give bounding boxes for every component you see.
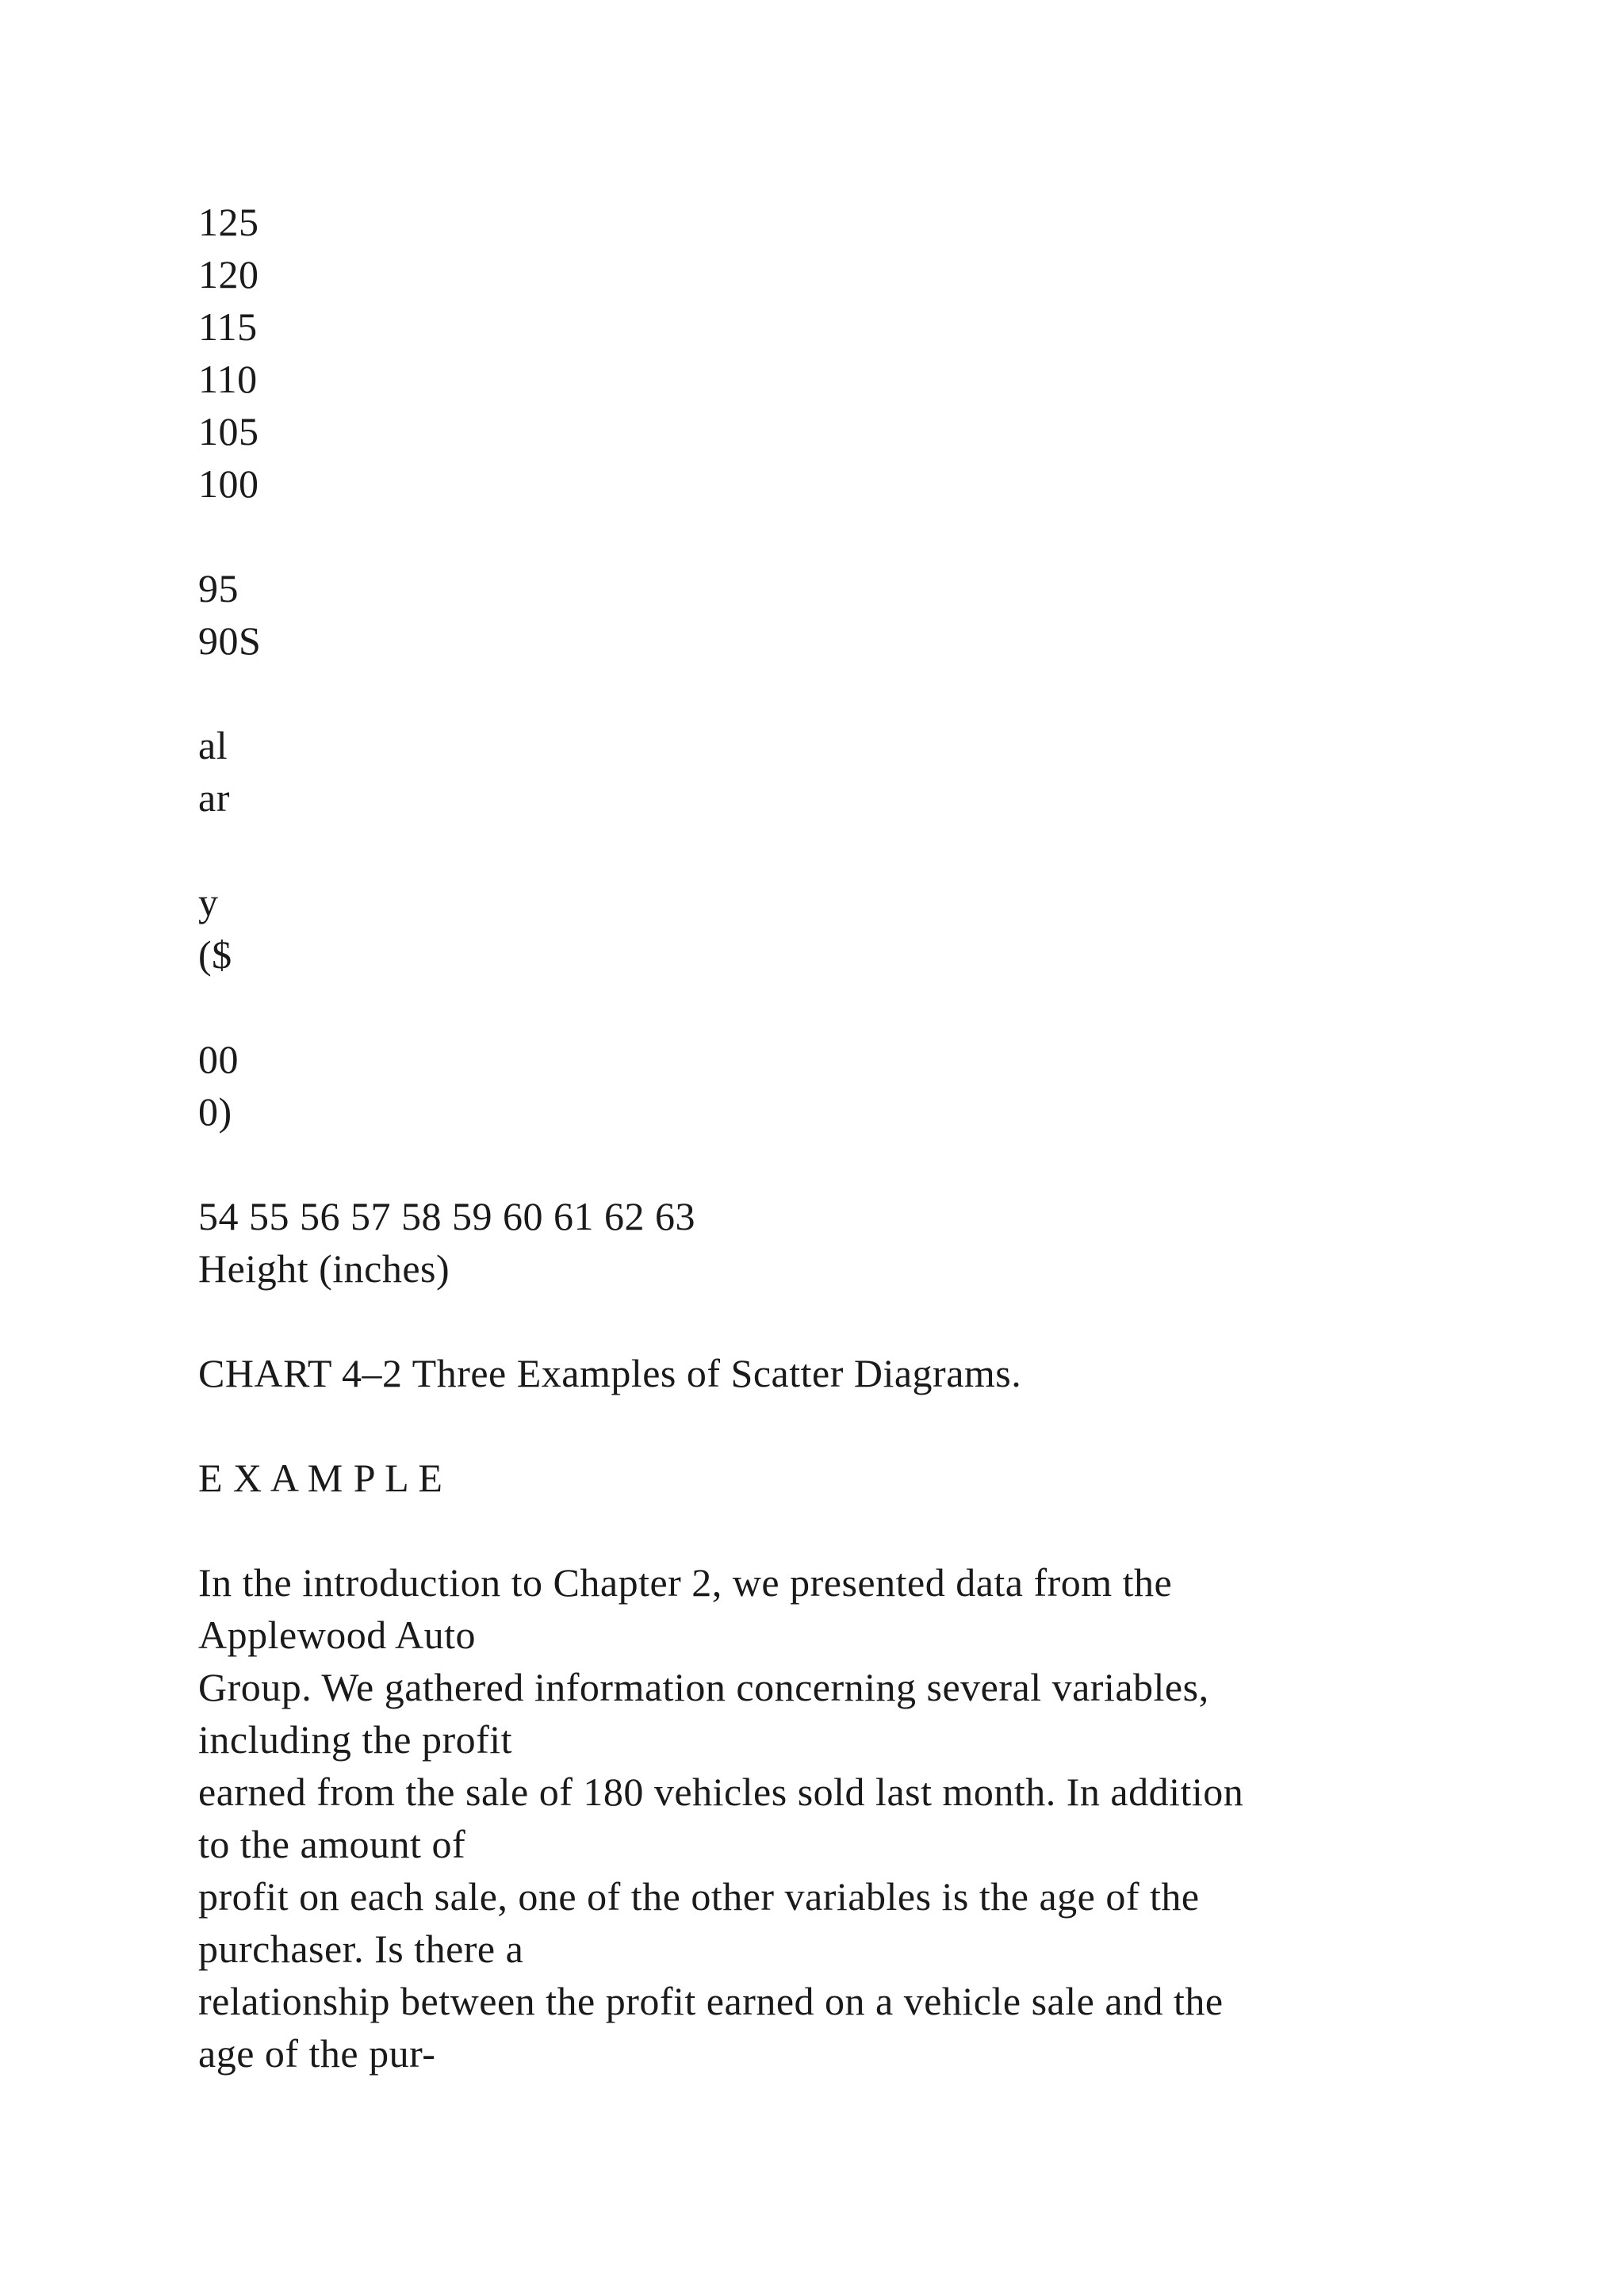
paragraph-line: profit on each sale, one of the other variables is the age of the bbox=[198, 1874, 1200, 1919]
paragraph-line: to the amount of bbox=[198, 1822, 466, 1866]
y-axis-label-fragment: 00 bbox=[198, 1037, 239, 1081]
y-tick: 125 bbox=[198, 200, 259, 244]
y-axis-label-fragment: ($ bbox=[198, 932, 232, 977]
paragraph-line: including the profit bbox=[198, 1717, 513, 1762]
chart-caption: CHART 4–2 Three Examples of Scatter Diagrams. bbox=[198, 1351, 1022, 1395]
y-axis-label-fragment: al bbox=[198, 723, 228, 767]
paragraph-line: Applewood Auto bbox=[198, 1613, 477, 1657]
paragraph-line: In the introduction to Chapter 2, we presented data from the bbox=[198, 1560, 1173, 1605]
y-tick: 110 bbox=[198, 357, 258, 401]
paragraph-line: purchaser. Is there a bbox=[198, 1927, 524, 1971]
x-axis-label: Height (inches) bbox=[198, 1246, 450, 1291]
y-tick: 90S bbox=[198, 618, 262, 663]
y-tick: 115 bbox=[198, 304, 258, 349]
y-tick: 105 bbox=[198, 409, 259, 453]
paragraph-line: relationship between the profit earned on a vehicle sale and the bbox=[198, 1979, 1224, 2023]
y-tick: 100 bbox=[198, 461, 259, 506]
paragraph-line: earned from the sale of 180 vehicles sold last month. In addition bbox=[198, 1770, 1244, 1814]
example-heading: E X A M P L E bbox=[198, 1456, 443, 1500]
y-tick: 120 bbox=[198, 252, 259, 297]
x-axis-ticks: 54 55 56 57 58 59 60 61 62 63 bbox=[198, 1194, 695, 1238]
y-axis-label-fragment: y bbox=[198, 880, 219, 924]
paragraph-line: age of the pur- bbox=[198, 2031, 436, 2076]
y-tick: 95 bbox=[198, 566, 239, 610]
y-axis-label-fragment: 0) bbox=[198, 1089, 232, 1134]
paragraph-line: Group. We gathered information concerning several variables, bbox=[198, 1665, 1209, 1709]
y-axis-label-fragment: ar bbox=[198, 775, 230, 820]
